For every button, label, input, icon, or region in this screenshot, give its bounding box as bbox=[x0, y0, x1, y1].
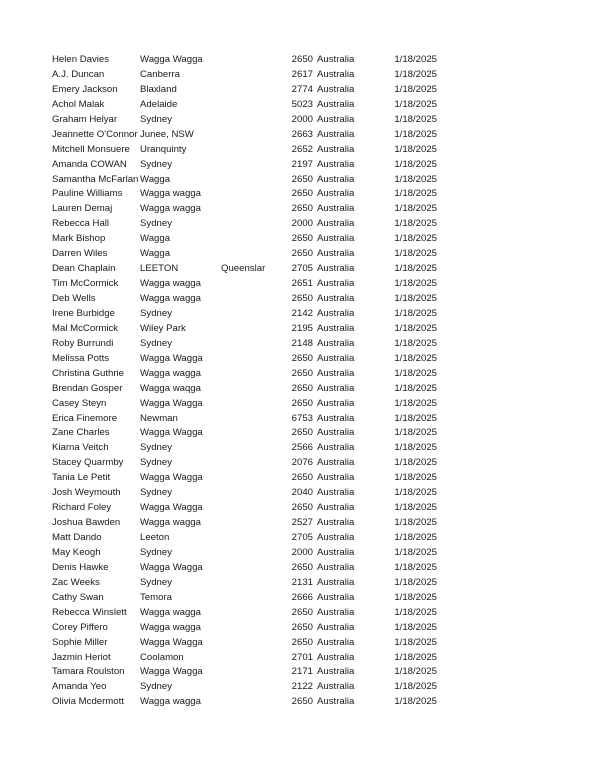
name-cell[interactable]: May Keogh bbox=[52, 546, 101, 558]
date-cell[interactable]: 1/18/2025 bbox=[394, 68, 437, 80]
country-cell[interactable]: Australia bbox=[317, 621, 355, 633]
name-cell[interactable]: Josh Weymouth bbox=[52, 487, 121, 499]
table-row bbox=[0, 471, 600, 486]
country-cell[interactable]: Australia bbox=[317, 681, 355, 693]
table-row bbox=[0, 456, 600, 471]
name-cell[interactable]: Rebecca Hall bbox=[52, 218, 110, 230]
table-row bbox=[0, 546, 600, 561]
postcode-cell[interactable]: 2651 bbox=[291, 278, 313, 290]
country-cell[interactable]: Australia bbox=[317, 382, 355, 394]
name-cell[interactable]: Lauren Demaj bbox=[52, 203, 113, 215]
date-cell[interactable]: 1/18/2025 bbox=[394, 128, 437, 140]
state-cell[interactable]: Queenslar bbox=[221, 263, 266, 275]
date-cell[interactable]: 1/18/2025 bbox=[394, 696, 437, 708]
city-cell[interactable]: Leeton bbox=[140, 532, 170, 543]
name-cell[interactable]: Melissa Potts bbox=[52, 352, 110, 364]
postcode-cell[interactable]: 2650 bbox=[291, 606, 313, 618]
city-cell[interactable]: Wagga wagga bbox=[140, 188, 201, 200]
name-cell[interactable]: Jeannette O'Connor bbox=[52, 128, 138, 140]
date-cell[interactable]: 1/18/2025 bbox=[394, 278, 437, 290]
date-cell[interactable]: 1/18/2025 bbox=[394, 337, 437, 349]
table-row bbox=[0, 621, 600, 636]
name-cell[interactable]: Amanda Yeo bbox=[52, 681, 107, 693]
name-cell[interactable]: Samantha McFarlan bbox=[52, 173, 139, 185]
country-cell[interactable]: Australia bbox=[317, 576, 355, 588]
name-cell[interactable]: Irene Burbidge bbox=[52, 307, 115, 319]
date-cell[interactable]: 1/18/2025 bbox=[394, 367, 437, 379]
postcode-cell[interactable]: 2171 bbox=[291, 666, 313, 678]
table-row bbox=[0, 651, 600, 666]
name-cell[interactable]: Christina Guthrie bbox=[52, 367, 124, 379]
country-cell[interactable]: Australia bbox=[317, 188, 355, 200]
postcode-cell[interactable]: 2701 bbox=[291, 651, 313, 663]
city-cell[interactable]: Wagga bbox=[140, 233, 171, 245]
name-cell[interactable]: Zane Charles bbox=[52, 427, 110, 439]
postcode-cell[interactable]: 2000 bbox=[291, 546, 313, 558]
table-row bbox=[0, 576, 600, 591]
postcode-cell[interactable]: 2650 bbox=[291, 636, 313, 648]
postcode-cell[interactable]: 2148 bbox=[291, 337, 313, 349]
table-row bbox=[0, 247, 600, 262]
table-row bbox=[0, 292, 600, 307]
country-cell[interactable]: Australia bbox=[317, 696, 355, 708]
date-cell[interactable]: 1/18/2025 bbox=[394, 83, 437, 95]
date-cell[interactable]: 1/18/2025 bbox=[394, 561, 437, 573]
date-cell[interactable]: 1/18/2025 bbox=[394, 98, 437, 110]
postcode-cell[interactable]: 2076 bbox=[291, 457, 313, 469]
date-cell[interactable]: 1/18/2025 bbox=[394, 651, 437, 663]
country-cell[interactable]: Australia bbox=[317, 442, 355, 454]
name-cell[interactable]: Amanda COWAN bbox=[52, 158, 127, 170]
date-cell[interactable]: 1/18/2025 bbox=[394, 636, 437, 648]
postcode-cell[interactable]: 2650 bbox=[291, 173, 313, 185]
name-cell[interactable]: Tamara Roulston bbox=[52, 666, 125, 678]
table-row bbox=[0, 397, 600, 412]
name-cell[interactable]: A.J. Duncan bbox=[52, 68, 105, 80]
date-cell[interactable]: 1/18/2025 bbox=[394, 591, 437, 603]
name-cell[interactable]: Dean Chaplain bbox=[52, 263, 116, 275]
name-cell[interactable]: Corey Piffero bbox=[52, 621, 108, 633]
date-cell[interactable]: 1/18/2025 bbox=[394, 576, 437, 588]
country-cell[interactable]: Australia bbox=[317, 412, 355, 424]
table-row bbox=[0, 680, 600, 695]
date-cell[interactable]: 1/18/2025 bbox=[394, 188, 437, 200]
date-cell[interactable]: 1/18/2025 bbox=[394, 546, 437, 558]
table-row bbox=[0, 113, 600, 128]
city-cell[interactable]: Wagga Wagga bbox=[140, 397, 203, 409]
country-cell[interactable]: Australia bbox=[317, 203, 355, 215]
city-cell[interactable]: Wagga Wagga bbox=[140, 561, 203, 573]
name-cell[interactable]: Graham Helyar bbox=[52, 113, 118, 125]
table-row bbox=[0, 516, 600, 531]
city-cell[interactable]: Wagga wagga bbox=[140, 203, 201, 215]
name-cell[interactable]: Roby Burrundi bbox=[52, 337, 114, 349]
country-cell[interactable]: Australia bbox=[317, 68, 355, 80]
country-cell[interactable]: Australia bbox=[317, 278, 355, 290]
table-row bbox=[0, 68, 600, 83]
postcode-cell[interactable]: 2566 bbox=[291, 442, 313, 454]
country-cell[interactable]: Australia bbox=[317, 472, 355, 484]
city-cell[interactable]: Wagga wagga bbox=[140, 278, 201, 290]
postcode-cell[interactable]: 2650 bbox=[291, 621, 313, 633]
date-cell[interactable]: 1/18/2025 bbox=[394, 681, 437, 693]
date-cell[interactable]: 1/18/2025 bbox=[394, 322, 437, 334]
postcode-cell[interactable]: 2774 bbox=[291, 83, 313, 95]
table-row bbox=[0, 83, 600, 98]
table-row bbox=[0, 187, 600, 202]
postcode-cell[interactable]: 6753 bbox=[291, 412, 313, 424]
city-cell[interactable]: Adelaide bbox=[140, 98, 178, 110]
city-cell[interactable]: Sydney bbox=[140, 576, 172, 588]
country-cell[interactable]: Australia bbox=[317, 636, 355, 648]
table-row bbox=[0, 173, 600, 188]
postcode-cell[interactable]: 2650 bbox=[291, 696, 313, 708]
spreadsheet-sheet bbox=[0, 53, 600, 710]
table-row bbox=[0, 561, 600, 576]
date-cell[interactable]: 1/18/2025 bbox=[394, 532, 437, 543]
name-cell[interactable]: Darren Wiles bbox=[52, 248, 108, 260]
table-row bbox=[0, 202, 600, 217]
country-cell[interactable]: Australia bbox=[317, 427, 355, 439]
date-cell[interactable]: 1/18/2025 bbox=[394, 352, 437, 364]
postcode-cell[interactable]: 2000 bbox=[291, 218, 313, 230]
city-cell[interactable]: Sydney bbox=[140, 457, 172, 469]
postcode-cell[interactable]: 2652 bbox=[291, 143, 313, 155]
postcode-cell[interactable]: 2705 bbox=[291, 532, 313, 543]
table-row bbox=[0, 98, 600, 113]
city-cell[interactable]: Wagga bbox=[140, 173, 171, 185]
name-cell[interactable]: Joshua Bawden bbox=[52, 517, 121, 529]
postcode-cell[interactable]: 2195 bbox=[291, 322, 313, 334]
country-cell[interactable]: Australia bbox=[317, 561, 355, 573]
city-cell[interactable]: Wiley Park bbox=[140, 322, 186, 334]
name-cell[interactable]: Jazmin Heriot bbox=[52, 651, 111, 663]
name-cell[interactable]: Mal McCormick bbox=[52, 322, 119, 334]
city-cell[interactable]: Wagga waqga bbox=[140, 382, 201, 394]
name-cell[interactable]: Casey Steyn bbox=[52, 397, 107, 409]
city-cell[interactable]: Wagga Wagga bbox=[140, 502, 203, 514]
table-row bbox=[0, 412, 600, 427]
postcode-cell[interactable]: 5023 bbox=[291, 98, 313, 110]
postcode-cell[interactable]: 2650 bbox=[291, 561, 313, 573]
postcode-cell[interactable]: 2650 bbox=[291, 397, 313, 409]
country-cell[interactable]: Australia bbox=[317, 322, 355, 334]
name-cell[interactable]: Richard Foley bbox=[52, 502, 112, 514]
table-row bbox=[0, 695, 600, 710]
table-row bbox=[0, 307, 600, 322]
city-cell[interactable]: Wagga Wagga bbox=[140, 666, 203, 678]
table-row bbox=[0, 158, 600, 173]
country-cell[interactable]: Australia bbox=[317, 293, 355, 304]
country-cell[interactable]: Australia bbox=[317, 606, 355, 618]
city-cell[interactable]: Sydney bbox=[140, 337, 172, 349]
table-row bbox=[0, 382, 600, 397]
city-cell[interactable]: Temora bbox=[140, 591, 172, 603]
country-cell[interactable]: Australia bbox=[317, 367, 355, 379]
date-cell[interactable]: 1/18/2025 bbox=[394, 412, 437, 424]
postcode-cell[interactable]: 2650 bbox=[291, 54, 313, 65]
country-cell[interactable]: Australia bbox=[317, 352, 355, 364]
country-cell[interactable]: Australia bbox=[317, 487, 355, 499]
name-cell[interactable]: Pauline Williams bbox=[52, 188, 123, 200]
city-cell[interactable]: Coolamon bbox=[140, 651, 184, 663]
name-cell[interactable]: Rebecca Winslett bbox=[52, 606, 127, 618]
country-cell[interactable]: Australia bbox=[317, 532, 355, 543]
date-cell[interactable]: 1/18/2025 bbox=[394, 263, 437, 275]
postcode-cell[interactable]: 2650 bbox=[291, 502, 313, 514]
table-row bbox=[0, 486, 600, 501]
city-cell[interactable]: Sydney bbox=[140, 218, 172, 230]
city-cell[interactable]: Canberra bbox=[140, 68, 180, 80]
city-cell[interactable]: Wagga wagga bbox=[140, 606, 201, 618]
city-cell[interactable]: Wagga bbox=[140, 248, 171, 260]
country-cell[interactable]: Australia bbox=[317, 337, 355, 349]
city-cell[interactable]: Sydney bbox=[140, 113, 172, 125]
table-row bbox=[0, 277, 600, 292]
city-cell[interactable]: Wagga wagga bbox=[140, 367, 201, 379]
name-cell[interactable]: Olivia Mcdermott bbox=[52, 696, 124, 708]
country-cell[interactable]: Australia bbox=[317, 502, 355, 514]
name-cell[interactable]: Achol Malak bbox=[52, 98, 105, 110]
name-cell[interactable]: Stacey Quarmby bbox=[52, 457, 124, 469]
country-cell[interactable]: Australia bbox=[317, 83, 355, 95]
date-cell[interactable]: 1/18/2025 bbox=[394, 158, 437, 170]
table-row bbox=[0, 352, 600, 367]
country-cell[interactable]: Australia bbox=[317, 517, 355, 529]
date-cell[interactable]: 1/18/2025 bbox=[394, 666, 437, 678]
city-cell[interactable]: Wagga wagga bbox=[140, 696, 201, 708]
country-cell[interactable]: Australia bbox=[317, 143, 355, 155]
date-cell[interactable]: 1/18/2025 bbox=[394, 113, 437, 125]
city-cell[interactable]: Sydney bbox=[140, 487, 172, 499]
table-row bbox=[0, 232, 600, 247]
date-cell[interactable]: 1/18/2025 bbox=[394, 233, 437, 245]
name-cell[interactable]: Helen Davies bbox=[52, 54, 110, 65]
city-cell[interactable]: Uranquinty bbox=[140, 143, 187, 155]
country-cell[interactable]: Australia bbox=[317, 457, 355, 469]
table-row bbox=[0, 665, 600, 680]
city-cell[interactable]: Wagga Wagga bbox=[140, 427, 203, 439]
city-cell[interactable]: Sydney bbox=[140, 158, 172, 170]
table-row bbox=[0, 337, 600, 352]
postcode-cell[interactable]: 2650 bbox=[291, 352, 313, 364]
name-cell[interactable]: Erica Finemore bbox=[52, 412, 118, 424]
city-cell[interactable]: Wagga Wagga bbox=[140, 352, 203, 364]
postcode-cell[interactable]: 2142 bbox=[291, 307, 313, 319]
country-cell[interactable]: Australia bbox=[317, 54, 355, 65]
table-row bbox=[0, 591, 600, 606]
postcode-cell[interactable]: 2705 bbox=[291, 263, 313, 275]
table-row bbox=[0, 636, 600, 651]
city-cell[interactable]: Blaxland bbox=[140, 83, 177, 95]
postcode-cell[interactable]: 2650 bbox=[291, 427, 313, 439]
city-cell[interactable]: Sydney bbox=[140, 307, 172, 319]
date-cell[interactable]: 1/18/2025 bbox=[394, 307, 437, 319]
name-cell[interactable]: Brendan Gosper bbox=[52, 382, 123, 394]
table-row bbox=[0, 367, 600, 382]
country-cell[interactable]: Australia bbox=[317, 248, 355, 260]
table-row bbox=[0, 143, 600, 158]
name-cell[interactable]: Tania Le Petit bbox=[52, 472, 111, 484]
table-row bbox=[0, 501, 600, 516]
date-cell[interactable]: 1/18/2025 bbox=[394, 143, 437, 155]
table-row bbox=[0, 128, 600, 143]
date-cell[interactable]: 1/18/2025 bbox=[394, 427, 437, 439]
date-cell[interactable]: 1/18/2025 bbox=[394, 517, 437, 529]
date-cell[interactable]: 1/18/2025 bbox=[394, 54, 437, 65]
date-cell[interactable]: 1/18/2025 bbox=[394, 382, 437, 394]
postcode-cell[interactable]: 2617 bbox=[291, 68, 313, 80]
country-cell[interactable]: Australia bbox=[317, 98, 355, 110]
date-cell[interactable]: 1/18/2025 bbox=[394, 173, 437, 185]
postcode-cell[interactable]: 2650 bbox=[291, 188, 313, 200]
postcode-cell[interactable]: 2040 bbox=[291, 487, 313, 499]
table-row bbox=[0, 426, 600, 441]
date-cell[interactable]: 1/18/2025 bbox=[394, 621, 437, 633]
name-cell[interactable]: Tim McCormick bbox=[52, 278, 119, 290]
country-cell[interactable]: Australia bbox=[317, 233, 355, 245]
name-cell[interactable]: Kiarna Veitch bbox=[52, 442, 109, 454]
postcode-cell[interactable]: 2650 bbox=[291, 367, 313, 379]
country-cell[interactable]: Australia bbox=[317, 666, 355, 678]
city-cell[interactable]: Junee, NSW bbox=[140, 128, 194, 140]
country-cell[interactable]: Australia bbox=[317, 113, 355, 125]
country-cell[interactable]: Australia bbox=[317, 218, 355, 230]
postcode-cell[interactable]: 2650 bbox=[291, 293, 313, 304]
postcode-cell[interactable]: 2527 bbox=[291, 517, 313, 529]
city-cell[interactable]: Newman bbox=[140, 412, 178, 424]
country-cell[interactable]: Australia bbox=[317, 546, 355, 558]
city-cell[interactable]: Wagga wagga bbox=[140, 293, 201, 304]
date-cell[interactable]: 1/18/2025 bbox=[394, 606, 437, 618]
country-cell[interactable]: Australia bbox=[317, 307, 355, 319]
city-cell[interactable]: Wagga Wagga bbox=[140, 472, 203, 484]
name-cell[interactable]: Deb Wells bbox=[52, 293, 96, 304]
date-cell[interactable]: 1/18/2025 bbox=[394, 248, 437, 260]
city-cell[interactable]: Wagga wagga bbox=[140, 517, 201, 529]
date-cell[interactable]: 1/18/2025 bbox=[394, 293, 437, 304]
postcode-cell[interactable]: 2122 bbox=[291, 681, 313, 693]
date-cell[interactable]: 1/18/2025 bbox=[394, 472, 437, 484]
postcode-cell[interactable]: 2000 bbox=[291, 113, 313, 125]
table-row bbox=[0, 262, 600, 277]
date-cell[interactable]: 1/18/2025 bbox=[394, 457, 437, 469]
name-cell[interactable]: Cathy Swan bbox=[52, 591, 104, 603]
postcode-cell[interactable]: 2650 bbox=[291, 203, 313, 215]
name-cell[interactable]: Mark Bishop bbox=[52, 233, 106, 245]
postcode-cell[interactable]: 2650 bbox=[291, 382, 313, 394]
name-cell[interactable]: Sophie Miller bbox=[52, 636, 108, 648]
date-cell[interactable]: 1/18/2025 bbox=[394, 203, 437, 215]
country-cell[interactable]: Australia bbox=[317, 591, 355, 603]
table-row bbox=[0, 441, 600, 456]
postcode-cell[interactable]: 2131 bbox=[291, 576, 313, 588]
table-row bbox=[0, 53, 600, 68]
city-cell[interactable]: LEETON bbox=[140, 263, 179, 275]
country-cell[interactable]: Australia bbox=[317, 173, 355, 185]
table-row bbox=[0, 531, 600, 546]
postcode-cell[interactable]: 2663 bbox=[291, 128, 313, 140]
table-row bbox=[0, 217, 600, 232]
date-cell[interactable]: 1/18/2025 bbox=[394, 487, 437, 499]
postcode-cell[interactable]: 2650 bbox=[291, 248, 313, 260]
city-cell[interactable]: Wagga Wagga bbox=[140, 54, 203, 65]
country-cell[interactable]: Australia bbox=[317, 397, 355, 409]
date-cell[interactable]: 1/18/2025 bbox=[394, 218, 437, 230]
name-cell[interactable]: Denis Hawke bbox=[52, 561, 109, 573]
postcode-cell[interactable]: 2650 bbox=[291, 233, 313, 245]
country-cell[interactable]: Australia bbox=[317, 651, 355, 663]
postcode-cell[interactable]: 2197 bbox=[291, 158, 313, 170]
postcode-cell[interactable]: 2666 bbox=[291, 591, 313, 603]
city-cell[interactable]: Sydney bbox=[140, 681, 172, 693]
city-cell[interactable]: Wagga Wagga bbox=[140, 636, 203, 648]
date-cell[interactable]: 1/18/2025 bbox=[394, 442, 437, 454]
postcode-cell[interactable]: 2650 bbox=[291, 472, 313, 484]
city-cell[interactable]: Sydney bbox=[140, 442, 172, 454]
name-cell[interactable]: Zac Weeks bbox=[52, 576, 100, 588]
country-cell[interactable]: Australia bbox=[317, 263, 355, 275]
city-cell[interactable]: Sydney bbox=[140, 546, 172, 558]
name-cell[interactable]: Mitchell Monsuere bbox=[52, 143, 130, 155]
table-row bbox=[0, 606, 600, 621]
date-cell[interactable]: 1/18/2025 bbox=[394, 397, 437, 409]
name-cell[interactable]: Emery Jackson bbox=[52, 83, 118, 95]
city-cell[interactable]: Wagga wagga bbox=[140, 621, 201, 633]
country-cell[interactable]: Australia bbox=[317, 128, 355, 140]
name-cell[interactable]: Matt Dando bbox=[52, 532, 102, 543]
country-cell[interactable]: Australia bbox=[317, 158, 355, 170]
table-row bbox=[0, 322, 600, 337]
date-cell[interactable]: 1/18/2025 bbox=[394, 502, 437, 514]
